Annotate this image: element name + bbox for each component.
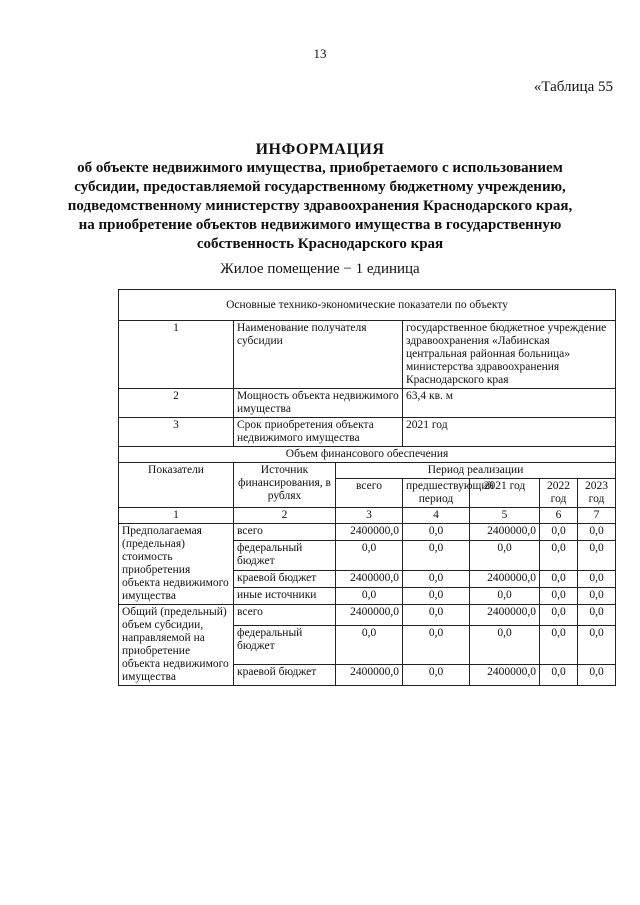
value-previous: 0,0 — [403, 588, 470, 605]
funding-source: всего — [234, 605, 336, 626]
value-2022: 0,0 — [540, 664, 578, 685]
column-number: 5 — [470, 508, 540, 524]
financing-header-row — [119, 463, 616, 479]
table-row — [119, 605, 616, 626]
value-2022: 0,0 — [540, 571, 578, 588]
column-number: 6 — [540, 508, 578, 524]
value-total: 2400000,0 — [336, 664, 403, 685]
group-label-cost: Предполагаемая (предельная) стоимость приобретения объекта недвижимого имущества — [119, 524, 234, 605]
heading-line: об объекте недвижимого имущества, приобретаемого с использованием — [77, 160, 563, 176]
value-previous: 0,0 — [403, 664, 470, 685]
info-row-value: 2021 год — [403, 418, 616, 447]
column-numbers-row — [119, 508, 616, 524]
info-row-number: 1 — [119, 321, 234, 389]
heading-line: на приобретение объектов недвижимого имущества в государственную — [78, 217, 562, 233]
value-2022: 0,0 — [540, 540, 578, 571]
value-2023: 0,0 — [578, 524, 616, 541]
value-total: 0,0 — [336, 588, 403, 605]
value-2021: 0,0 — [470, 626, 540, 665]
funding-source: краевой бюджет — [234, 664, 336, 685]
header-period: Период реализации — [336, 463, 616, 479]
document-heading — [60, 140, 580, 254]
value-2021: 2400000,0 — [470, 524, 540, 541]
section-title-main-indicators: Основные технико-экономические показатели по объекту — [119, 290, 616, 321]
value-previous: 0,0 — [403, 571, 470, 588]
value-previous: 0,0 — [403, 626, 470, 665]
funding-source: краевой бюджет — [234, 571, 336, 588]
info-row-label: Срок приобретения объекта недвижимого имущества — [234, 418, 403, 447]
column-number: 4 — [403, 508, 470, 524]
object-info-table — [118, 289, 616, 686]
value-2023: 0,0 — [578, 605, 616, 626]
header-previous-period: предшествующий период — [403, 479, 470, 508]
header-funding-source: Источник финансирования, в рублях — [234, 463, 336, 508]
header-year-2022: 2022 год — [540, 479, 578, 508]
value-total: 2400000,0 — [336, 524, 403, 541]
info-row — [119, 389, 616, 418]
heading-line: субсидии, предоставляемой государственному бюджетному учреждению, — [74, 179, 566, 195]
value-2022: 0,0 — [540, 524, 578, 541]
value-2021: 2400000,0 — [470, 571, 540, 588]
heading-line: подведомственному министерству здравоохранения Краснодарского края, — [67, 198, 573, 214]
table-reference: «Таблица 55 — [533, 79, 613, 95]
info-row-number: 2 — [119, 389, 234, 418]
value-2023: 0,0 — [578, 588, 616, 605]
value-total: 2400000,0 — [336, 571, 403, 588]
value-2021: 0,0 — [470, 540, 540, 571]
info-row — [119, 321, 616, 389]
value-previous: 0,0 — [403, 540, 470, 571]
section-header-row — [119, 447, 616, 463]
value-total: 0,0 — [336, 540, 403, 571]
funding-source: федеральный бюджет — [234, 626, 336, 665]
header-indicators: Показатели — [119, 463, 234, 508]
info-row-value: 63,4 кв. м — [403, 389, 616, 418]
page-number: 13 — [313, 46, 327, 61]
column-number: 3 — [336, 508, 403, 524]
funding-source: федеральный бюджет — [234, 540, 336, 571]
object-unit-line: Жилое помещение − 1 единица — [220, 261, 420, 277]
value-2022: 0,0 — [540, 588, 578, 605]
funding-source: иные источники — [234, 588, 336, 605]
value-2022: 0,0 — [540, 605, 578, 626]
section-header-row — [119, 290, 616, 321]
value-2023: 0,0 — [578, 540, 616, 571]
value-2023: 0,0 — [578, 626, 616, 665]
value-previous: 0,0 — [403, 524, 470, 541]
heading-line: собственность Краснодарского края — [196, 236, 444, 252]
value-2021: 0,0 — [470, 588, 540, 605]
info-row-number: 3 — [119, 418, 234, 447]
value-previous: 0,0 — [403, 605, 470, 626]
info-row-value: государственное бюджетное учреждение здравоохранения «Лабинская центральная районная больница» министерства здравоохранения Краснодарского края — [403, 321, 616, 389]
column-number: 2 — [234, 508, 336, 524]
heading-title: ИНФОРМАЦИЯ — [255, 141, 385, 158]
info-row-label: Мощность объекта недвижимого имущества — [234, 389, 403, 418]
value-2021: 2400000,0 — [470, 605, 540, 626]
table-row — [119, 524, 616, 541]
column-number: 7 — [578, 508, 616, 524]
group-label-subsidy: Общий (предельный) объем субсидии, направляемой на приобретение объекта недвижимого имущества — [119, 605, 234, 686]
column-number: 1 — [119, 508, 234, 524]
info-row — [119, 418, 616, 447]
value-2021: 2400000,0 — [470, 664, 540, 685]
value-total: 2400000,0 — [336, 605, 403, 626]
info-row-label: Наименование получателя субсидии — [234, 321, 403, 389]
funding-source: всего — [234, 524, 336, 541]
value-total: 0,0 — [336, 626, 403, 665]
header-year-2023: 2023 год — [578, 479, 616, 508]
section-title-financing: Объем финансового обеспечения — [119, 447, 616, 463]
value-2023: 0,0 — [578, 664, 616, 685]
value-2022: 0,0 — [540, 626, 578, 665]
header-total: всего — [336, 479, 403, 508]
header-year-2021: 2021 год — [470, 479, 540, 508]
value-2023: 0,0 — [578, 571, 616, 588]
